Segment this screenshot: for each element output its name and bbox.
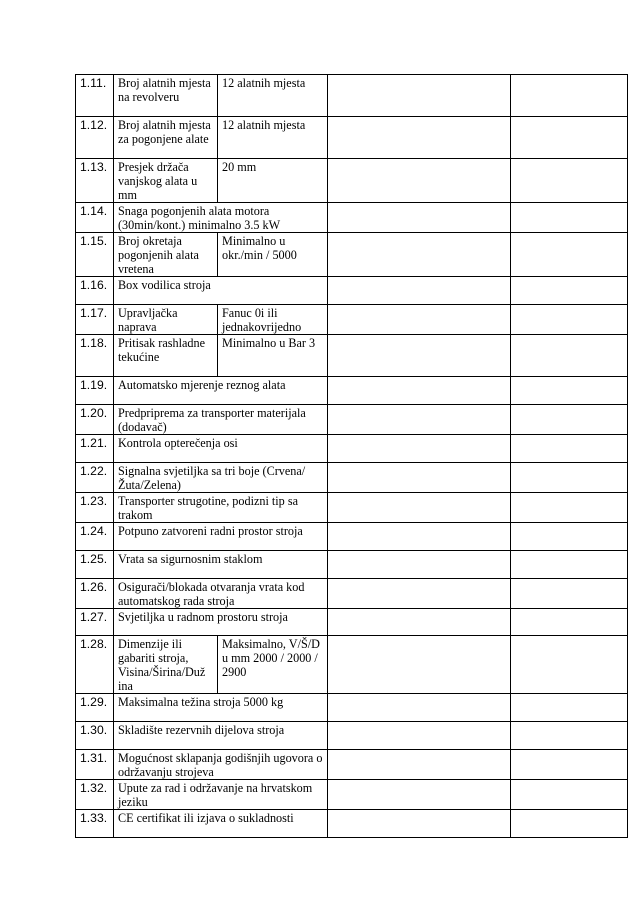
item-name: Potpuno zatvoreni radni prostor stroja bbox=[114, 523, 328, 551]
item-number: 1.24. bbox=[76, 523, 114, 551]
item-number: 1.11. bbox=[76, 75, 114, 117]
offered-value-cell bbox=[328, 305, 511, 335]
specification-table bbox=[75, 74, 628, 838]
note-cell bbox=[511, 523, 628, 551]
item-name: Snaga pogonjenih alata motora (30min/kont.) minimalno 3.5 kW bbox=[114, 203, 328, 233]
note-cell bbox=[511, 750, 628, 780]
item-number: 1.19. bbox=[76, 377, 114, 405]
item-required-value: Minimalno u okr./min / 5000 bbox=[218, 233, 328, 277]
note-cell bbox=[511, 636, 628, 694]
item-number: 1.31. bbox=[76, 750, 114, 780]
offered-value-cell bbox=[328, 435, 511, 463]
item-number: 1.27. bbox=[76, 609, 114, 636]
item-name: Kontrola opterečenja osi bbox=[114, 435, 328, 463]
note-cell bbox=[511, 405, 628, 435]
item-number: 1.33. bbox=[76, 810, 114, 838]
note-cell bbox=[511, 75, 628, 117]
item-required-value: 12 alatnih mjesta bbox=[218, 75, 328, 117]
note-cell bbox=[511, 780, 628, 810]
table-row bbox=[76, 435, 628, 463]
item-name: Upravljačka naprava bbox=[114, 305, 218, 335]
note-cell bbox=[511, 493, 628, 523]
item-name: Dimenzije ili gabariti stroja, Visina/Širina/Duž ina bbox=[114, 636, 218, 694]
offered-value-cell bbox=[328, 377, 511, 405]
offered-value-cell bbox=[328, 203, 511, 233]
table-row bbox=[76, 305, 628, 335]
item-name: Signalna svjetiljka sa tri boje (Crvena/Žuta/Zelena) bbox=[114, 463, 328, 493]
note-cell bbox=[511, 722, 628, 750]
offered-value-cell bbox=[328, 810, 511, 838]
table-row bbox=[76, 609, 628, 636]
item-name: Predpriprema za transporter materijala (dodavač) bbox=[114, 405, 328, 435]
note-cell bbox=[511, 203, 628, 233]
note-cell bbox=[511, 810, 628, 838]
offered-value-cell bbox=[328, 551, 511, 579]
item-number: 1.22. bbox=[76, 463, 114, 493]
item-name: Broj alatnih mjesta na revolveru bbox=[114, 75, 218, 117]
table-row bbox=[76, 377, 628, 405]
note-cell bbox=[511, 694, 628, 722]
item-name: Broj okretaja pogonjenih alata vretena bbox=[114, 233, 218, 277]
item-number: 1.32. bbox=[76, 780, 114, 810]
item-name: Broj alatnih mjesta za pogonjene alate bbox=[114, 117, 218, 159]
note-cell bbox=[511, 159, 628, 203]
offered-value-cell bbox=[328, 579, 511, 609]
specification-table-body bbox=[76, 75, 628, 838]
item-name: Pritisak rashladne tekućine bbox=[114, 335, 218, 377]
item-name: Transporter strugotine, podizni tip sa trakom bbox=[114, 493, 328, 523]
item-required-value: 20 mm bbox=[218, 159, 328, 203]
table-row bbox=[76, 780, 628, 810]
note-cell bbox=[511, 579, 628, 609]
offered-value-cell bbox=[328, 694, 511, 722]
item-number: 1.16. bbox=[76, 277, 114, 305]
item-name: Mogućnost sklapanja godišnjih ugovora o održavanju strojeva bbox=[114, 750, 328, 780]
note-cell bbox=[511, 277, 628, 305]
item-required-value: Fanuc 0i ili jednakovrijedno bbox=[218, 305, 328, 335]
item-name: CE certifikat ili izjava o sukladnosti bbox=[114, 810, 328, 838]
item-name: Vrata sa sigurnosnim staklom bbox=[114, 551, 328, 579]
item-name: Maksimalna težina stroja 5000 kg bbox=[114, 694, 328, 722]
offered-value-cell bbox=[328, 722, 511, 750]
table-row bbox=[76, 75, 628, 117]
table-row bbox=[76, 335, 628, 377]
table-row bbox=[76, 750, 628, 780]
offered-value-cell bbox=[328, 233, 511, 277]
offered-value-cell bbox=[328, 609, 511, 636]
item-name: Presjek držača vanjskog alata u mm bbox=[114, 159, 218, 203]
table-row bbox=[76, 233, 628, 277]
item-number: 1.25. bbox=[76, 551, 114, 579]
offered-value-cell bbox=[328, 636, 511, 694]
offered-value-cell bbox=[328, 405, 511, 435]
item-number: 1.18. bbox=[76, 335, 114, 377]
offered-value-cell bbox=[328, 335, 511, 377]
offered-value-cell bbox=[328, 523, 511, 551]
note-cell bbox=[511, 233, 628, 277]
item-required-value: 12 alatnih mjesta bbox=[218, 117, 328, 159]
table-row bbox=[76, 579, 628, 609]
table-row bbox=[76, 463, 628, 493]
item-number: 1.23. bbox=[76, 493, 114, 523]
table-row bbox=[76, 405, 628, 435]
item-number: 1.13. bbox=[76, 159, 114, 203]
note-cell bbox=[511, 335, 628, 377]
offered-value-cell bbox=[328, 277, 511, 305]
item-name: Osigurači/blokada otvaranja vrata kod automatskog rada stroja bbox=[114, 579, 328, 609]
offered-value-cell bbox=[328, 780, 511, 810]
item-number: 1.20. bbox=[76, 405, 114, 435]
item-number: 1.29. bbox=[76, 694, 114, 722]
note-cell bbox=[511, 305, 628, 335]
table-row bbox=[76, 117, 628, 159]
offered-value-cell bbox=[328, 750, 511, 780]
item-number: 1.21. bbox=[76, 435, 114, 463]
item-number: 1.15. bbox=[76, 233, 114, 277]
item-number: 1.28. bbox=[76, 636, 114, 694]
note-cell bbox=[511, 463, 628, 493]
table-row bbox=[76, 277, 628, 305]
note-cell bbox=[511, 435, 628, 463]
offered-value-cell bbox=[328, 117, 511, 159]
note-cell bbox=[511, 377, 628, 405]
item-number: 1.30. bbox=[76, 722, 114, 750]
item-name: Upute za rad i održavanje na hrvatskom jeziku bbox=[114, 780, 328, 810]
table-row bbox=[76, 203, 628, 233]
offered-value-cell bbox=[328, 75, 511, 117]
note-cell bbox=[511, 609, 628, 636]
item-name: Skladište rezervnih dijelova stroja bbox=[114, 722, 328, 750]
item-name: Box vodilica stroja bbox=[114, 277, 328, 305]
table-row bbox=[76, 694, 628, 722]
item-name: Automatsko mjerenje reznog alata bbox=[114, 377, 328, 405]
item-number: 1.12. bbox=[76, 117, 114, 159]
table-row bbox=[76, 810, 628, 838]
item-number: 1.26. bbox=[76, 579, 114, 609]
table-row bbox=[76, 493, 628, 523]
offered-value-cell bbox=[328, 463, 511, 493]
note-cell bbox=[511, 117, 628, 159]
table-row bbox=[76, 523, 628, 551]
item-number: 1.14. bbox=[76, 203, 114, 233]
table-row bbox=[76, 636, 628, 694]
table-row bbox=[76, 551, 628, 579]
item-required-value: Minimalno u Bar 3 bbox=[218, 335, 328, 377]
offered-value-cell bbox=[328, 493, 511, 523]
item-required-value: Maksimalno, V/Š/D u mm 2000 / 2000 / 2900 bbox=[218, 636, 328, 694]
item-number: 1.17. bbox=[76, 305, 114, 335]
table-row bbox=[76, 159, 628, 203]
note-cell bbox=[511, 551, 628, 579]
table-row bbox=[76, 722, 628, 750]
item-name: Svjetiljka u radnom prostoru stroja bbox=[114, 609, 328, 636]
offered-value-cell bbox=[328, 159, 511, 203]
